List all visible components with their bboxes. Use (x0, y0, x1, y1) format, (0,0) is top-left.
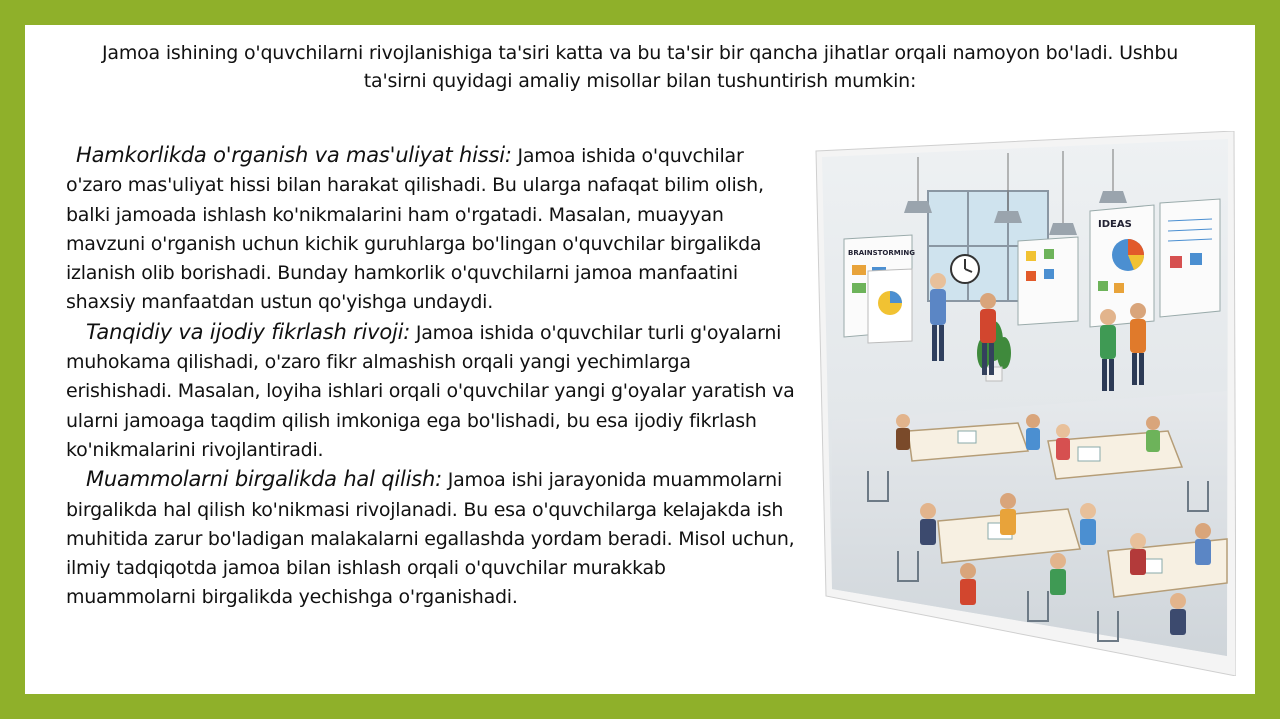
section-text: Jamoa ishi jarayonida muammolarni birgalikda hal qilish ko'nikmasi rivojlanadi. Bu esa o'quvchilarga kelajakda ish muhitida zarur bo'ladigan malakalarni egallashda yordam beradi. Misol uchun, ilmiy tadqiqotda jamoa bilan ishlash orqali o'quvchilar murakkab muammolarni birgalikda yechishga o'rganishadi. (66, 469, 795, 609)
section-problem-solving (66, 465, 801, 612)
section-collaborative-learning (66, 141, 801, 318)
section-heading: Hamkorlikda o'rganish va mas'uliyat hissi: (76, 143, 512, 167)
body-text (66, 141, 801, 613)
slide (25, 25, 1255, 694)
board-right-label: IDEAS (1098, 219, 1132, 230)
section-critical-thinking (66, 318, 801, 465)
section-heading: Muammolarni birgalikda hal qilish: (86, 467, 442, 492)
section-heading: Tanqidiy va ijodiy fikrlash rivoji: (86, 319, 411, 344)
section-text: Jamoa ishida o'quvchilar turli g'oyalarni muhokama qilishadi, o'zaro fikr almashish orqali yangi yechimlarga erishishadi. Masalan, loyiha ishlari orqali o'quvchilar yangi g'oyalar yaratish va ularni jamoaga taqdim qilish imkoniga ega bo'lishadi, bu esa ijodiy fikrlash ko'nikmalarini rivojlantiradi. (66, 321, 795, 461)
section-text: Jamoa ishida o'quvchilar o'zaro mas'uliyat hissi bilan harakat qilishadi. Bu ularga nafaqat bilim olish, balki jamoada ishlash ko'nikmalarini ham o'rgatadi. Masalan, muayyan mavzuni o'rganish uchun kichik guruhlarga bo'lingan o'quvchilar birgalikda izlanish olib borishadi. Bunday hamkorlik o'quvchilarni jamoa manfaatini shaxsiy manfaatdan ustun qo'yishga undaydi. (66, 145, 764, 314)
intro-text: Jamoa ishining o'quvchilarni rivojlanishiga ta'siri katta va bu ta'sir bir qancha jihatlar orqali namoyon bo'ladi. Ushbu ta'sirni quyidagi amaliy misollar bilan tushuntirish mumkin: (101, 42, 1179, 92)
classroom-illustration (808, 131, 1236, 676)
board-left-label: BRAINSTORMING (848, 249, 915, 257)
